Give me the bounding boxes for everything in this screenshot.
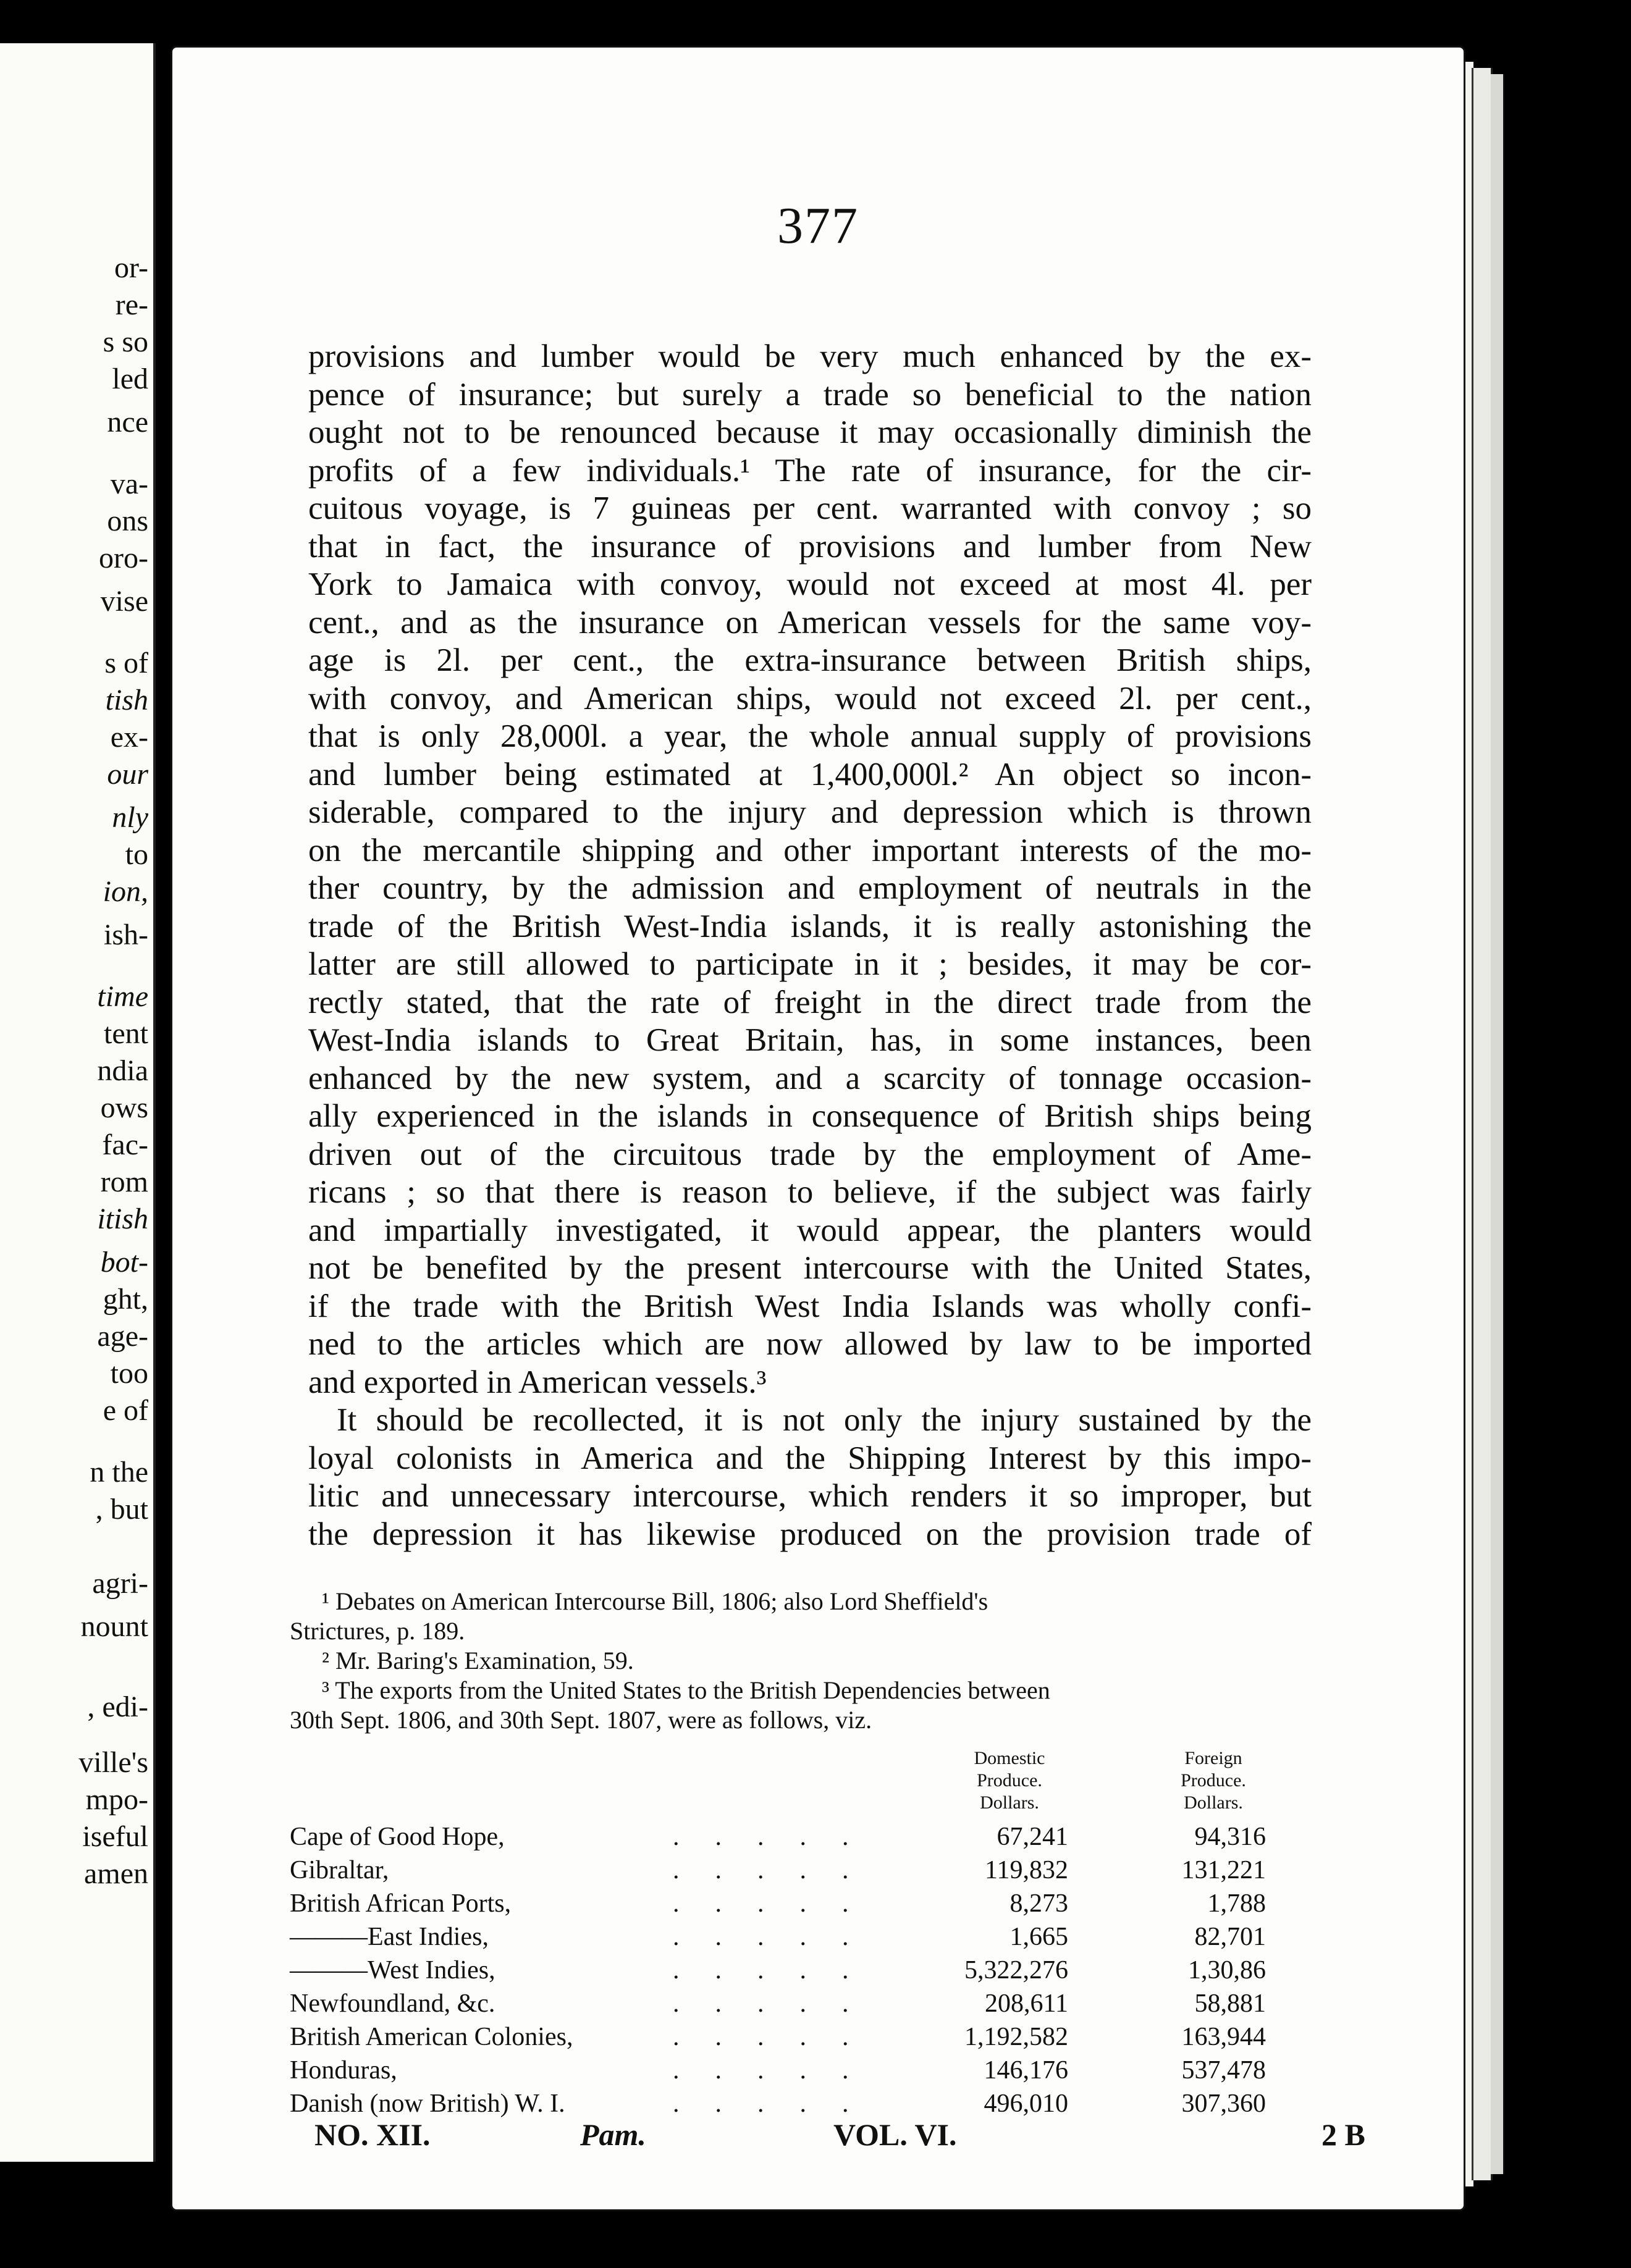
footnotes: [290, 1587, 1315, 1735]
table-row: [290, 1954, 1315, 1987]
body-line: ought not to be renounced because it may occasionally diminish the: [308, 414, 1312, 450]
table-cell-foreign: 1,788: [1207, 1889, 1266, 1918]
left-page-fragment: amen: [84, 1857, 148, 1890]
footnote-line: 30th Sept. 1806, and 30th Sept. 1807, were as follows, viz.: [290, 1706, 872, 1734]
left-page-fragment: too: [110, 1357, 148, 1390]
left-page-fragment: age-: [97, 1320, 148, 1353]
body-line: cuitous voyage, is 7 guineas per cent. warranted with convoy ; so: [308, 490, 1312, 526]
table-row: [290, 2054, 1315, 2087]
table-cell-domestic: 1,665: [1009, 1923, 1068, 1951]
footnote-line: Strictures, p. 189.: [290, 1617, 465, 1645]
left-page-fragment: to: [125, 838, 148, 871]
left-page-fragment: tent: [104, 1017, 148, 1050]
body-line: if the trade with the British West India Islands was wholly confi-: [308, 1288, 1312, 1324]
table-cell-place: ———West Indies,: [290, 1956, 495, 1984]
left-page-fragment: bot-: [100, 1246, 148, 1279]
left-page-fragment: ndia: [97, 1054, 148, 1087]
body-line: litic and unnecessary intercourse, which renders it so improper, but: [308, 1478, 1312, 1514]
body-line: and lumber being estimated at 1,400,000l.² An object so incon-: [308, 756, 1312, 792]
table-row: [290, 1887, 1315, 1920]
left-page-fragment: ville's: [78, 1746, 148, 1779]
table-row: [290, 2087, 1315, 2120]
table-cell-place: Honduras,: [290, 2056, 397, 2085]
page-edge: [1472, 68, 1493, 2180]
body-line: West-India islands to Great Britain, has, in some instances, been: [308, 1022, 1312, 1058]
table-cell-domestic: 119,832: [985, 1856, 1068, 1884]
body-line: siderable, compared to the injury and depression which is thrown: [308, 794, 1312, 830]
left-facing-page: [0, 43, 156, 2162]
left-page-fragment: our: [107, 758, 148, 791]
table-row: [290, 1820, 1315, 1854]
left-page-fragment: fac-: [102, 1128, 148, 1161]
left-page-fragment: ows: [100, 1091, 148, 1124]
table-row: [290, 1854, 1315, 1887]
table-row: [290, 2020, 1315, 2054]
body-line: age is 2l. per cent., the extra-insurance between British ships,: [308, 642, 1312, 678]
table-cell-foreign: 537,478: [1181, 2056, 1266, 2085]
body-line: ther country, by the admission and employment of neutrals in the: [308, 870, 1312, 906]
table-cell-domestic: 496,010: [984, 2090, 1068, 2118]
left-page-fragment: s of: [104, 647, 148, 679]
left-page-fragment: mpo-: [85, 1783, 148, 1816]
pamphleteer-mark: Pam.: [580, 2117, 646, 2152]
table-cell-domestic: 8,273: [1009, 1889, 1068, 1918]
left-page-fragment: time: [97, 980, 148, 1013]
left-page-fragment: , but: [95, 1493, 148, 1526]
body-line: cent., and as the insurance on American vessels for the same voy-: [308, 604, 1312, 640]
book-page: [171, 46, 1465, 2211]
table-cell-place: ———East Indies,: [290, 1923, 489, 1951]
left-page-fragment: oro-: [99, 542, 148, 574]
left-page-fragment: or-: [114, 251, 148, 284]
issue-number: NO. XII.: [314, 2117, 431, 2152]
left-page-fragment: itish: [97, 1203, 148, 1235]
left-page-fragment: n the: [90, 1456, 148, 1489]
body-line: that in fact, the insurance of provisions and lumber from New: [308, 528, 1312, 565]
left-page-fragment: ex-: [110, 721, 148, 754]
footnote-line: ³ The exports from the United States to the British Dependencies between: [322, 1676, 1050, 1704]
leader-dots: .....: [673, 1989, 885, 2018]
body-line: with convoy, and American ships, would not exceed 2l. per cent.,: [308, 680, 1312, 716]
left-page-fragment: va-: [110, 468, 148, 500]
exports-table: [290, 1747, 1315, 2120]
table-cell-place: Cape of Good Hope,: [290, 1823, 505, 1851]
left-page-fragment: re-: [115, 288, 148, 321]
left-page-fragment: rom: [100, 1166, 148, 1198]
table-cell-domestic: 5,322,276: [964, 1956, 1068, 1984]
table-cell-foreign: 163,944: [1181, 2023, 1266, 2051]
table-cell-foreign: 82,701: [1194, 1923, 1266, 1951]
body-line: enhanced by the new system, and a scarcity of tonnage occasion-: [308, 1060, 1312, 1096]
left-page-fragment: led: [112, 363, 148, 395]
footnote-line: ¹ Debates on American Intercourse Bill, 1806; also Lord Sheffield's: [322, 1587, 988, 1615]
body-line: trade of the British West-India islands, it is really astonishing the: [308, 908, 1312, 944]
sheet-signature: 2 B: [1321, 2117, 1365, 2152]
body-line: pence of insurance; but surely a trade so beneficial to the nation: [308, 376, 1312, 413]
page-edge: [1491, 74, 1504, 2174]
foreign-produce-header: Foreign Produce. Dollars.: [1181, 1748, 1246, 1813]
left-page-fragment: nount: [80, 1610, 148, 1643]
left-page-fragment: ons: [107, 505, 148, 537]
body-line: loyal colonists in America and the Shipping Interest by this impo-: [308, 1440, 1312, 1476]
body-line: the depression it has likewise produced on the provision trade of: [308, 1516, 1312, 1552]
table-cell-place: British African Ports,: [290, 1889, 512, 1918]
leader-dots: .....: [673, 1856, 885, 1884]
table-row: [290, 1987, 1315, 2020]
leader-dots: .....: [673, 1823, 885, 1851]
page-number: 377: [777, 197, 859, 254]
table-cell-place: Danish (now British) W. I.: [290, 2090, 565, 2118]
body-line: rectly stated, that the rate of freight in the direct trade from the: [308, 984, 1312, 1020]
leader-dots: .....: [673, 2056, 885, 2085]
left-page-fragment: nly: [112, 801, 148, 834]
signature-line: [314, 2117, 1365, 2166]
left-page-fragment: , edi-: [87, 1690, 148, 1723]
table-cell-domestic: 208,611: [985, 1989, 1068, 2018]
left-page-fragment: s so: [103, 326, 148, 358]
body-line: driven out of the circuitous trade by the employment of Ame-: [308, 1136, 1312, 1172]
table-cell-foreign: 58,881: [1194, 1989, 1266, 2018]
body-line: It should be recollected, it is not only the injury sustained by the: [337, 1402, 1312, 1438]
body-line: profits of a few individuals.¹ The rate of insurance, for the cir-: [308, 452, 1312, 489]
table-row: [290, 1920, 1315, 1954]
left-page-fragment: ish-: [104, 918, 148, 951]
body-line: ricans ; so that there is reason to believe, if the subject was fairly: [308, 1174, 1312, 1210]
domestic-produce-header: Domestic Produce. Dollars.: [974, 1748, 1045, 1813]
body-line: provisions and lumber would be very much enhanced by the ex-: [308, 338, 1312, 374]
left-page-fragment: e of: [103, 1394, 148, 1427]
table-cell-place: British American Colonies,: [290, 2023, 573, 2051]
body-line: ally experienced in the islands in consequence of British ships being: [308, 1098, 1312, 1134]
table-cell-domestic: 146,176: [984, 2056, 1068, 2085]
body-line: York to Jamaica with convoy, would not exceed at most 4l. per: [308, 566, 1312, 602]
table-header: [290, 1747, 1315, 1820]
leader-dots: .....: [673, 1923, 885, 1951]
left-page-fragment: vise: [100, 585, 148, 618]
table-body: [290, 1820, 1315, 2120]
body-line: ned to the articles which are now allowed by law to be imported: [308, 1326, 1312, 1362]
body-line: on the mercantile shipping and other important interests of the mo-: [308, 832, 1312, 868]
left-page-fragment: ion,: [103, 875, 148, 908]
body-text: [308, 338, 1312, 1553]
leader-dots: .....: [673, 2023, 885, 2051]
body-line: and exported in American vessels.³: [308, 1364, 767, 1400]
leader-dots: .....: [673, 2090, 885, 2118]
table-cell-foreign: 307,360: [1181, 2090, 1266, 2118]
table-cell-domestic: 1,192,582: [964, 2023, 1068, 2051]
table-cell-foreign: 131,221: [1181, 1856, 1266, 1884]
table-cell-foreign: 1,30,86: [1188, 1956, 1266, 1984]
table-cell-domestic: 67,241: [997, 1823, 1068, 1851]
table-cell-foreign: 94,316: [1194, 1823, 1266, 1851]
table-cell-place: Gibraltar,: [290, 1856, 389, 1884]
body-line: latter are still allowed to participate in it ; besides, it may be cor-: [308, 946, 1312, 982]
body-line: not be benefited by the present intercourse with the United States,: [308, 1250, 1312, 1286]
leader-dots: .....: [673, 1889, 885, 1918]
footnote-line: ² Mr. Baring's Examination, 59.: [322, 1647, 634, 1674]
left-page-fragment: ght,: [103, 1283, 148, 1316]
left-page-fragment: iseful: [82, 1820, 148, 1853]
body-line: and impartially investigated, it would appear, the planters would: [308, 1212, 1312, 1248]
leader-dots: .....: [673, 1956, 885, 1984]
body-line: that is only 28,000l. a year, the whole annual supply of provisions: [308, 718, 1312, 754]
table-cell-place: Newfoundland, &c.: [290, 1989, 495, 2018]
volume-number: VOL. VI.: [833, 2117, 957, 2152]
left-page-fragment: agri-: [92, 1567, 148, 1600]
left-page-fragment: nce: [107, 406, 148, 439]
left-page-fragment: tish: [105, 684, 148, 716]
